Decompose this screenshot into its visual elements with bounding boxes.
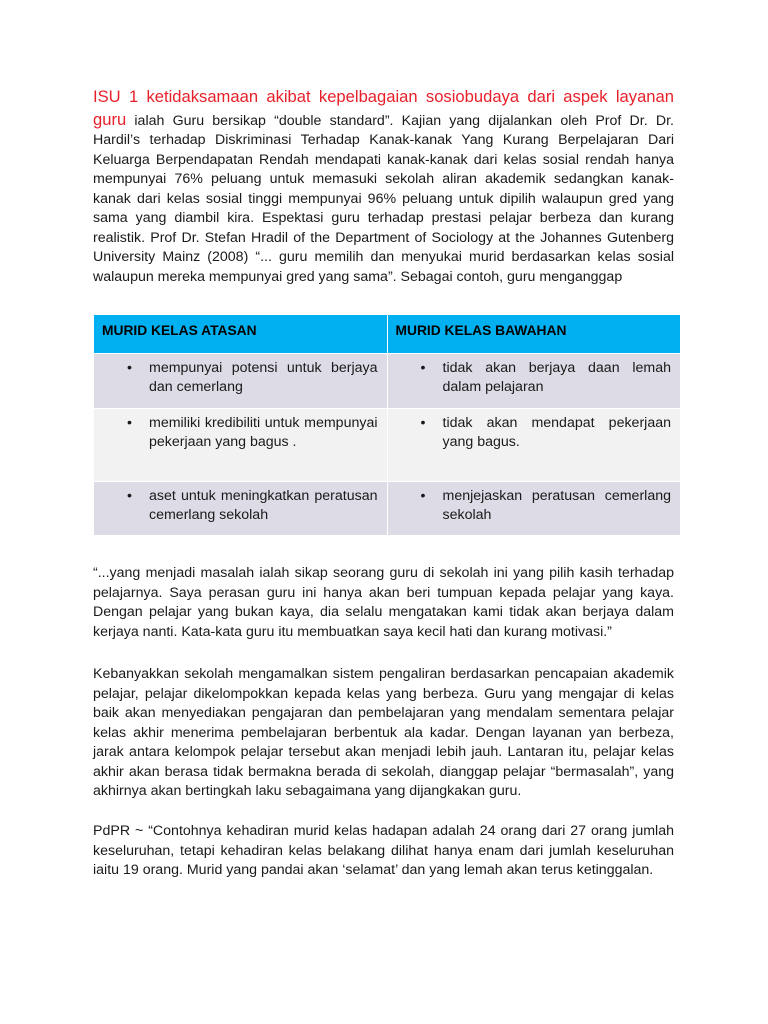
intro-body: ialah Guru bersikap “double standard”. Kajian yang dijalankan oleh Prof Dr. Dr. Hardil’s terhadap Diskriminasi Terhadap Kanak-kanak Yang Kurang Berpelajaran Dari Keluarga Berpendapatan Rendah mendapati kanak-kanak dari kelas sosial rendah hanya mempunyai 76% peluang untuk memasuki sekolah aliran akademik sedangkan kanak-kanak dari kelas sosial tinggi mempunyai 96% peluang untuk dipilih walaupun gred yang sama yang diambil kira. Espektasi guru terhadap prestasi pelajar berbeza dan kurang realistik. Prof Dr. Stefan Hradil of the Department of Sociology at the Johannes Gutenberg University Mainz (2008) “... guru memilih dan menyukai murid berdasarkan kelas sosial walaupun mereka mempunyai gred yang sama”. Sebagai contoh, guru menganggap [93,112,674,285]
table-cell [387,354,681,409]
pdpr-paragraph: PdPR ~ “Contohnya kehadiran murid kelas hadapan adalah 24 orang dari 27 orang jumlah keseluruhan, tetapi kehadiran kelas belakang dilihat hanya enam dari jumlah keseluruhan iaitu 19 orang. Murid yang pandai akan ‘selamat’ dan yang lemah akan terus ketinggalan. [93,823,674,878]
cell-text: memiliki kredibiliti untuk mempunyai pekerjaan yang bagus . [149,415,378,450]
header-upper-class: MURID KELAS ATASAN [94,315,388,354]
bullet-icon: • [127,360,132,376]
bullet-icon: • [420,360,426,376]
bullet-icon: • [420,415,426,431]
table-cell [387,409,681,482]
table-cell [94,354,388,409]
cell-text: menjejaskan peratusan cemerlang sekolah [442,488,671,523]
streaming-paragraph: Kebanyakkan sekolah mengamalkan sistem pengaliran berdasarkan pencapaian akademik pelajar, pelajar dikelompokkan kepada kelas yang berbeza. Guru yang mengajar di kelas baik akan menyediakan pengajaran dan pembelajaran yang mendalam sementara pelajar kelas akhir menerima pembelajaran berbentuk ala kadar. Dengan layanan yan berbeza, jarak antara kelompok pelajar tersebut akan menjadi lebih jauh. Lantaran itu, pelajar kelas akhir akan berasa tidak bermakna berada di sekolah, dianggap pelajar “bermasalah”, yang akhirnya akan bertingkah laku sebagaimana yang dijangkakan guru. [93,666,674,799]
table-header-row [94,315,681,354]
header-lower-class: MURID KELAS BAWAHAN [387,315,681,354]
table-row [94,409,681,482]
bullet-icon: • [127,488,132,504]
cell-text: tidak akan mendapat pekerjaan yang bagus. [442,415,671,450]
issue-heading: ISU 1 ketidaksamaan akibat kepelbagaian sosiobudaya dari aspek layanan guru [93,87,674,129]
cell-text: aset untuk meningkatkan peratusan cemerlang sekolah [149,488,378,523]
table-cell [94,409,388,482]
table-cell [94,482,388,536]
bullet-icon: • [420,488,426,504]
bullet-icon: • [127,415,132,431]
table-row [94,354,681,409]
cell-text: tidak akan berjaya daan lemah dalam pelajaran [442,360,671,395]
cell-text: mempunyai potensi untuk berjaya dan cemerlang [149,360,378,395]
table-row [94,482,681,536]
quote-paragraph: “...yang menjadi masalah ialah sikap seorang guru di sekolah ini yang pilih kasih terhadap pelajarnya. Saya perasan guru ini hanya akan beri tumpuan kepada pelajar yang kaya. Dengan pelajar yang bukan kaya, dia selalu mengatakan kami tidak akan berjaya dalam kerjaya nanti. Kata-kata guru itu membuatkan saya kecil hati dan kurang motivasi.” [93,565,674,640]
intro-paragraph [93,86,674,287]
table-cell [387,482,681,536]
comparison-table [93,314,681,536]
